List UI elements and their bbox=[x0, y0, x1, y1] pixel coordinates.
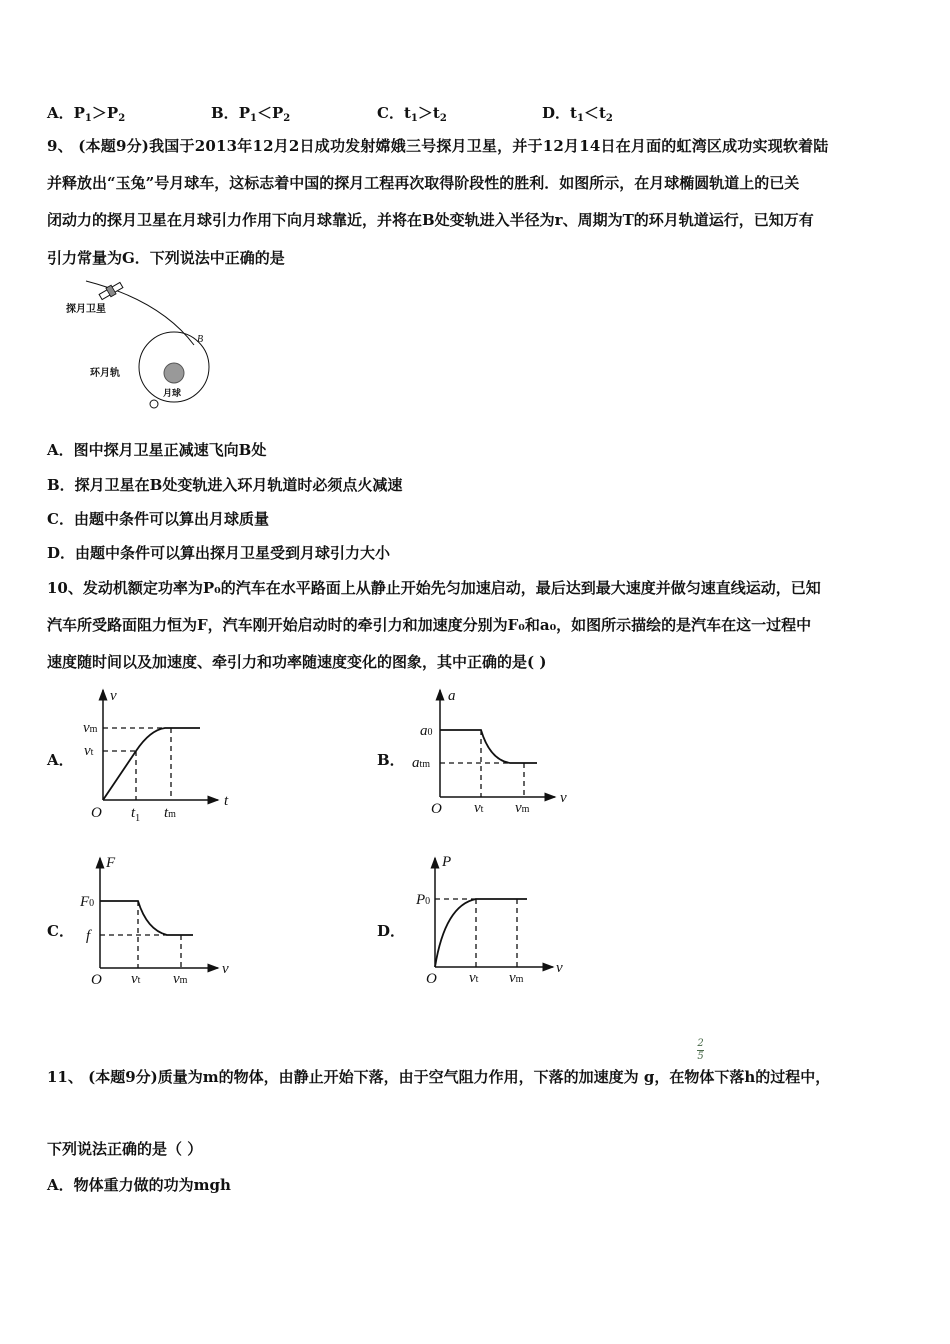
q9-option-a: A．图中探月卫星正减速飞向B处 bbox=[47, 441, 267, 459]
q9-option-d: D．由题中条件可以算出探月卫星受到月球引力大小 bbox=[47, 544, 391, 562]
q10-line-2: 汽车所受路面阻力恒为F，汽车刚开始启动时的牵引力和加速度分别为F₀和a₀，如图所示描绘的是汽车在这一过程中 bbox=[47, 616, 812, 634]
q9-line-1: 9、 (本题9分)我国于2013年12月2日成功发射嫦娥三号探月卫星，并于12月14日在月面的虹湾区成功实现软着陆 bbox=[47, 137, 829, 155]
moon-icon bbox=[164, 363, 184, 383]
svg-text:t: t bbox=[224, 793, 229, 809]
svg-text:vm: vm bbox=[509, 970, 524, 986]
graph-a bbox=[83, 688, 229, 824]
svg-text:P0: P0 bbox=[416, 892, 431, 908]
graph-c-label: C． bbox=[47, 922, 74, 940]
q9-line-2: 并释放出“玉兔”号月球车，这标志着中国的探月工程再次取得阶段性的胜利．如图所示，在月球椭圆轨道上的已关 bbox=[47, 174, 800, 192]
svg-text:O: O bbox=[91, 805, 102, 821]
svg-text:a: a bbox=[448, 688, 456, 704]
svg-text:v: v bbox=[222, 961, 229, 977]
svg-text:t1: $t_1$ bbox=[131, 805, 141, 824]
svg-text:tm: tm bbox=[164, 805, 176, 821]
q11-line-1: 11、 (本题9分)质量为m的物体，由静止开始下落，由于空气阻力作用，下落的加速度为 g，在物体下落h的过程中， bbox=[47, 1068, 831, 1086]
acceleration-curve bbox=[440, 730, 537, 763]
svg-text:F: F bbox=[106, 855, 116, 871]
traction-force-curve bbox=[100, 901, 193, 935]
svg-text:v: v bbox=[556, 960, 563, 976]
svg-text:O: O bbox=[91, 972, 102, 988]
svg-text:v: v bbox=[110, 688, 117, 704]
graph-c bbox=[79, 855, 229, 988]
svg-text:vm: vm bbox=[173, 971, 188, 987]
q10-line-1: 10、发动机额定功率为P₀的汽车在水平路面上从静止开始先匀加速启动，最后达到最大速度并做匀速直线运动，已知 bbox=[47, 579, 821, 597]
q11-line-2: 下列说法正确的是（ ） bbox=[47, 1140, 203, 1158]
q11-option-a: A．物体重力做的功为mgh bbox=[47, 1176, 231, 1194]
svg-text:vm: vm bbox=[515, 800, 530, 816]
graph-b bbox=[412, 688, 567, 817]
orbit-diagram bbox=[66, 281, 209, 408]
q9-line-4: 引力常量为G．下列说法中正确的是 bbox=[47, 249, 285, 267]
svg-text:v: v bbox=[560, 790, 567, 806]
satellite-icon bbox=[98, 281, 124, 302]
satellite-label: 探月卫星 bbox=[66, 304, 106, 315]
svg-text:a0: a0 bbox=[420, 723, 433, 739]
orbit-label: 环月轨 bbox=[90, 368, 120, 379]
q8-option-a: A．$P_1>P_2$ bbox=[47, 104, 126, 124]
q9-option-c: C．由题中条件可以算出月球质量 bbox=[47, 510, 269, 528]
q8-option-d: D．$t_1<t_2$ bbox=[542, 104, 613, 124]
orbiter-icon bbox=[150, 400, 158, 408]
svg-text:atm: atm bbox=[412, 755, 431, 771]
q9-line-3: 闭动力的探月卫星在月球引力作用下向月球靠近，并将在B处变轨进入半径为r、周期为T的环月轨道运行，已知万有 bbox=[47, 211, 814, 229]
svg-text:O: O bbox=[426, 971, 437, 987]
graph-b-label: B． bbox=[377, 751, 405, 769]
svg-text:vt: vt bbox=[131, 971, 141, 987]
svg-text:vt: vt bbox=[84, 743, 94, 759]
svg-text:P: P bbox=[442, 854, 452, 870]
q8-option-b: B．$P_1<P_2$ bbox=[211, 104, 291, 124]
graph-a-label: A． bbox=[47, 751, 74, 769]
graph-d-label: D． bbox=[377, 922, 406, 940]
graph-d bbox=[415, 854, 563, 987]
q8-option-c: C．$t_1>t_2$ bbox=[377, 104, 447, 124]
svg-text:O: O bbox=[431, 801, 442, 817]
svg-text:vt: vt bbox=[474, 800, 484, 816]
power-curve bbox=[435, 899, 527, 967]
q9-option-b: B．探月卫星在B处变轨进入环月轨道时必须点火减速 bbox=[47, 476, 403, 494]
svg-text:f: f bbox=[86, 928, 91, 944]
svg-text:vm: vm bbox=[83, 720, 98, 736]
svg-text:F0: F0 bbox=[80, 894, 95, 910]
velocity-curve bbox=[103, 728, 200, 800]
moon-label: 月球 bbox=[163, 389, 182, 399]
q10-line-3: 速度随时间以及加速度、牵引力和功率随速度变化的图象，其中正确的是( ) bbox=[47, 653, 547, 671]
point-b-label: B bbox=[197, 334, 204, 345]
svg-text:vt: vt bbox=[469, 970, 479, 986]
fraction-two-fifths: 2 5 bbox=[697, 1038, 704, 1062]
